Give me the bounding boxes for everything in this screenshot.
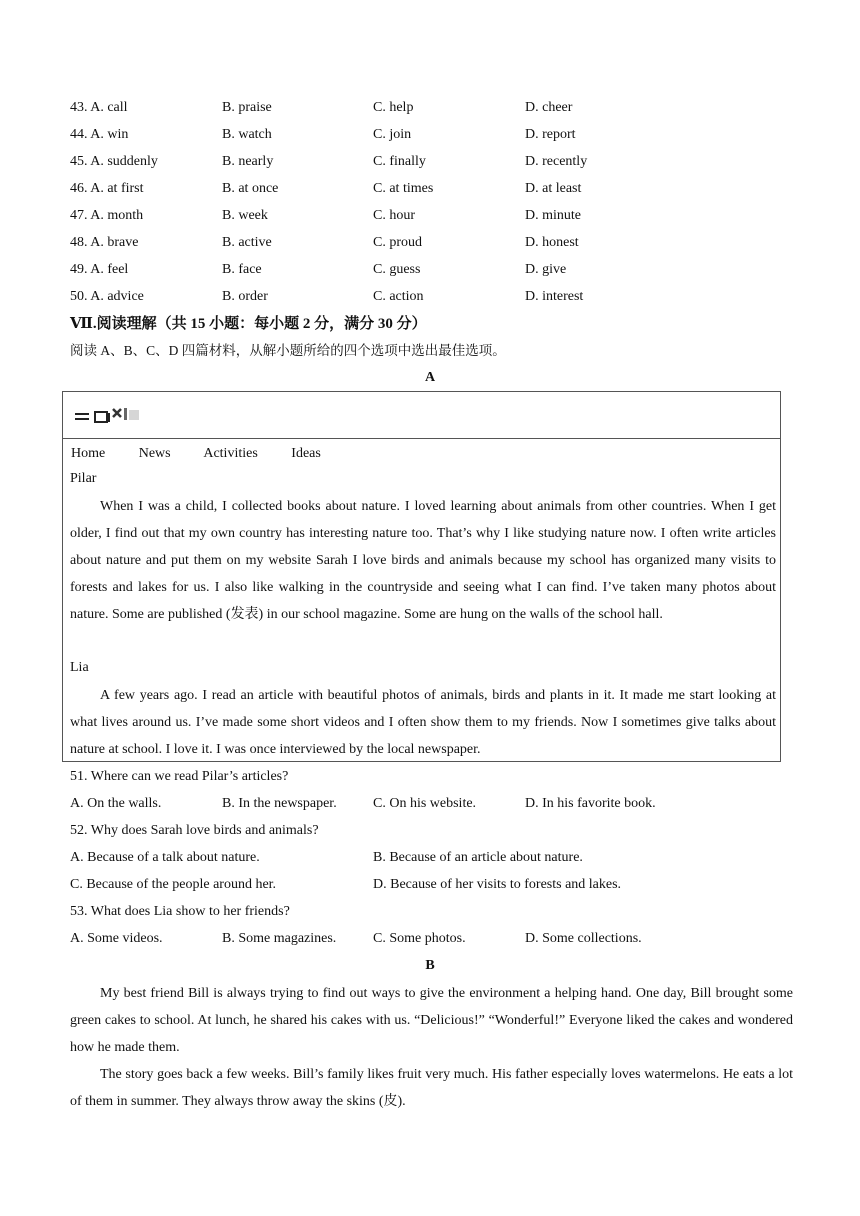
option-c: C. finally: [373, 154, 426, 169]
option-b: B. In the newspaper.: [222, 796, 337, 811]
option-b: B. face: [222, 262, 262, 277]
option-d: D. give: [525, 262, 567, 277]
nav-ideas[interactable]: Ideas: [291, 446, 321, 461]
nav-activities[interactable]: Activities: [203, 446, 258, 461]
option-a: A. Because of a talk about nature.: [70, 850, 260, 865]
option-d: D. minute: [525, 208, 581, 223]
option-c: C. action: [373, 289, 424, 304]
passage-a-label: A: [424, 370, 436, 385]
website-header: [63, 392, 780, 439]
question-52: 52. Why does Sarah love birds and animals?: [70, 823, 319, 838]
option-d: D. cheer: [525, 100, 573, 115]
option-b: B. at once: [222, 181, 279, 196]
option-d: D. Some collections.: [525, 931, 642, 946]
option-b: B. praise: [222, 100, 272, 115]
option-b: B. watch: [222, 127, 272, 142]
option-b: B. week: [222, 208, 268, 223]
option-d: D. recently: [525, 154, 588, 169]
question-51: 51. Where can we read Pilar’s articles?: [70, 769, 289, 784]
pilar-paragraph: When I was a child, I collected books about nature. I loved learning about animals from other countries. When I get older, I find out that my own country has interesting nature too. That’s why I like studying nature now. I often write articles about nature and put them on my website Sarah I love birds and animals because my school has organized many visits to forests and lakes for us. I also like walking in the countryside and seeing what I can find. I’ve taken many photos about nature. Some are published (发表) in our school magazine. Some are hung on the walls of the school hall.: [70, 499, 776, 622]
passage-b-paragraph-2: The story goes back a few weeks. Bill’s family likes fruit very much. His father especially loves watermelons. He eats a lot of them in summer. They always throw away the skins (皮).: [70, 1067, 793, 1109]
option-c: C. help: [373, 100, 414, 115]
website-nav: [71, 444, 351, 464]
option-a: 47. A. month: [70, 208, 144, 223]
passage-b-paragraph-1: My best friend Bill is always trying to find out ways to give the environment a helping hand. One day, Bill brought some green cakes to school. At lunch, he shared his cakes with us. “Delicious!” “Wonderful!” Everyone liked the cakes and wondered how he made them.: [70, 986, 793, 1055]
option-c: C. join: [373, 127, 412, 142]
website-logo-icon: [73, 404, 143, 426]
option-b: B. active: [222, 235, 272, 250]
option-b: B. Because of an article about nature.: [373, 850, 583, 865]
nav-news[interactable]: News: [138, 446, 171, 461]
lia-name: Lia: [70, 660, 89, 675]
nav-home[interactable]: Home: [71, 446, 106, 461]
lia-paragraph: A few years ago. I read an article with beautiful photos of animals, birds and plants in it. It made me start looking at what lives around us. I’ve made some short videos and I often show them to my friends. Now I sometimes give talks about nature at school. I love it. I was once interviewed by the local newspaper.: [70, 688, 776, 757]
option-d: D. at least: [525, 181, 582, 196]
option-a: 46. A. at first: [70, 181, 144, 196]
option-c: C. hour: [373, 208, 415, 223]
option-b: B. nearly: [222, 154, 274, 169]
option-d: D. Because of her visits to forests and lakes.: [373, 877, 622, 892]
option-a: 43. A. call: [70, 100, 128, 115]
option-c: C. proud: [373, 235, 422, 250]
option-d: D. report: [525, 127, 576, 142]
option-a: A. Some videos.: [70, 931, 163, 946]
option-c: C. Some photos.: [373, 931, 466, 946]
section-instruction: 阅读 A、B、C、D 四篇材料，从解小题所给的四个选项中选出最佳选项。: [70, 343, 506, 358]
question-53: 53. What does Lia show to her friends?: [70, 904, 290, 919]
option-a: 50. A. advice: [70, 289, 144, 304]
option-a: 44. A. win: [70, 127, 129, 142]
section-title: Ⅶ.阅读理解（共 15 小题：每小题 2 分，满分 30 分）: [70, 316, 427, 332]
option-b: B. Some magazines.: [222, 931, 337, 946]
pilar-name: Pilar: [70, 471, 97, 486]
option-a: 45. A. suddenly: [70, 154, 158, 169]
option-d: D. In his favorite book.: [525, 796, 656, 811]
option-a: A. On the walls.: [70, 796, 162, 811]
passage-b-label: B: [425, 958, 435, 973]
option-c: C. at times: [373, 181, 434, 196]
option-d: D. interest: [525, 289, 584, 304]
option-c: C. guess: [373, 262, 421, 277]
option-c: C. Because of the people around her.: [70, 877, 277, 892]
option-a: 48. A. brave: [70, 235, 139, 250]
option-b: B. order: [222, 289, 268, 304]
option-c: C. On his website.: [373, 796, 477, 811]
option-a: 49. A. feel: [70, 262, 129, 277]
option-d: D. honest: [525, 235, 579, 250]
